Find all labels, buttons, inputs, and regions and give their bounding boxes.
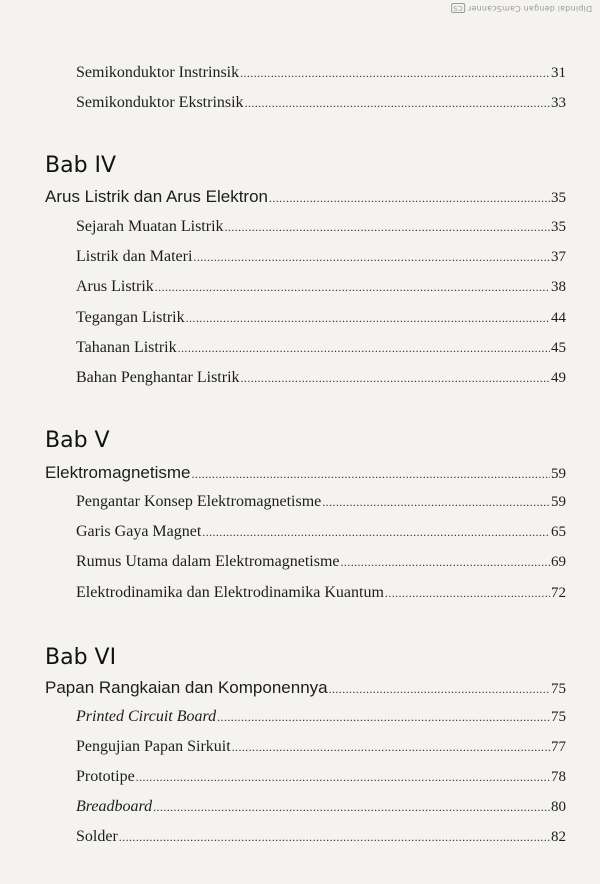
dot-leader [245, 96, 550, 111]
toc-entry [76, 369, 566, 387]
toc-entry-page: 38 [551, 279, 566, 295]
toc-entry-page: 45 [551, 340, 566, 356]
dot-leader [322, 495, 550, 510]
dot-leader [193, 250, 550, 265]
dot-leader [269, 191, 550, 206]
toc-entry-page: 78 [551, 769, 566, 785]
scanner-watermark [451, 3, 592, 13]
toc-entry [76, 768, 566, 786]
dot-leader [192, 467, 550, 482]
toc-entry-page: 49 [551, 370, 566, 386]
dot-leader [225, 220, 550, 235]
toc-entry-page: 77 [551, 739, 566, 755]
toc-entry-page: 65 [551, 524, 566, 540]
chapter-page: 35 [551, 190, 566, 206]
toc-entry-title: Printed Circuit Board [76, 708, 217, 725]
toc-entry-title: Arus Listrik [76, 278, 154, 295]
dot-leader [202, 525, 550, 540]
toc-entry-title: Tahanan Listrik [76, 339, 177, 356]
toc-entry [76, 64, 566, 82]
dot-leader [136, 770, 550, 785]
dot-leader [178, 341, 550, 356]
dot-leader [329, 682, 550, 697]
chapter-page: 59 [551, 466, 566, 482]
chapter-title-line [45, 678, 566, 698]
toc-entry [76, 708, 566, 726]
dot-leader [153, 800, 550, 815]
chapter-page: 75 [551, 681, 566, 697]
toc-entry [76, 493, 566, 511]
toc-entry [76, 828, 566, 846]
toc-entry-title: Pengujian Papan Sirkuit [76, 738, 231, 755]
toc-entry-page: 44 [551, 310, 566, 326]
watermark-text: Dipindai dengan CamScanner [467, 4, 592, 13]
toc-entry-page: 72 [551, 585, 566, 601]
dot-leader [155, 280, 550, 295]
toc-entry-title: Elektrodinamika dan Elektrodinamika Kuantum [76, 584, 384, 601]
toc-entry [76, 309, 566, 327]
toc-entry-title: Tegangan Listrik [76, 309, 185, 326]
toc-entry-page: 37 [551, 249, 566, 265]
toc-entry-title: Semikonduktor Instrinsik [76, 64, 240, 81]
toc-entry-title: Sejarah Muatan Listrik [76, 218, 224, 235]
toc-entry [76, 798, 566, 816]
chapter-title: Elektromagnetisme [45, 463, 191, 482]
chapter-title-line [45, 187, 566, 207]
toc-entry-title: Bahan Penghantar Listrik [76, 369, 240, 386]
chapter-heading: Bab V [45, 428, 110, 453]
chapter-title: Papan Rangkaian dan Komponennya [45, 678, 328, 697]
toc-entry [76, 94, 566, 112]
toc-entry-page: 35 [551, 219, 566, 235]
toc-entry-title: Solder [76, 828, 118, 845]
toc-entry [76, 218, 566, 236]
dot-leader [232, 740, 550, 755]
chapter-heading: Bab VI [45, 645, 117, 670]
chapter-title: Arus Listrik dan Arus Elektron [45, 187, 268, 206]
toc-entry-page: 69 [551, 554, 566, 570]
toc-entry-title: Prototipe [76, 768, 135, 785]
toc-entry-title: Breadboard [76, 798, 153, 815]
toc-entry-page: 80 [551, 799, 566, 815]
dot-leader [119, 830, 550, 845]
chapter-heading: Bab IV [45, 153, 117, 178]
dot-leader [217, 710, 550, 725]
toc-entry [76, 339, 566, 357]
toc-entry-page: 59 [551, 494, 566, 510]
dot-leader [240, 66, 550, 81]
toc-entry-title: Garis Gaya Magnet [76, 523, 202, 540]
toc-entry [76, 523, 566, 541]
toc-entry-title: Pengantar Konsep Elektromagnetisme [76, 493, 322, 510]
dot-leader [385, 586, 550, 601]
toc-entry [76, 738, 566, 756]
toc-entry-title: Rumus Utama dalam Elektromagnetisme [76, 553, 340, 570]
chapter-title-line [45, 463, 566, 483]
dot-leader [186, 311, 550, 326]
toc-entry [76, 278, 566, 296]
toc-entry [76, 248, 566, 266]
camscanner-logo-icon: CS [452, 4, 463, 12]
toc-entry-title: Semikonduktor Ekstrinsik [76, 94, 244, 111]
dot-leader [241, 371, 550, 386]
toc-entry-title: Listrik dan Materi [76, 248, 193, 265]
toc-entry [76, 584, 566, 602]
toc-entry-page: 31 [551, 65, 566, 81]
toc-entry [76, 553, 566, 571]
toc-entry-page: 75 [551, 709, 566, 725]
dot-leader [341, 555, 551, 570]
toc-entry-page: 82 [551, 829, 566, 845]
toc-entry-page: 33 [551, 95, 566, 111]
